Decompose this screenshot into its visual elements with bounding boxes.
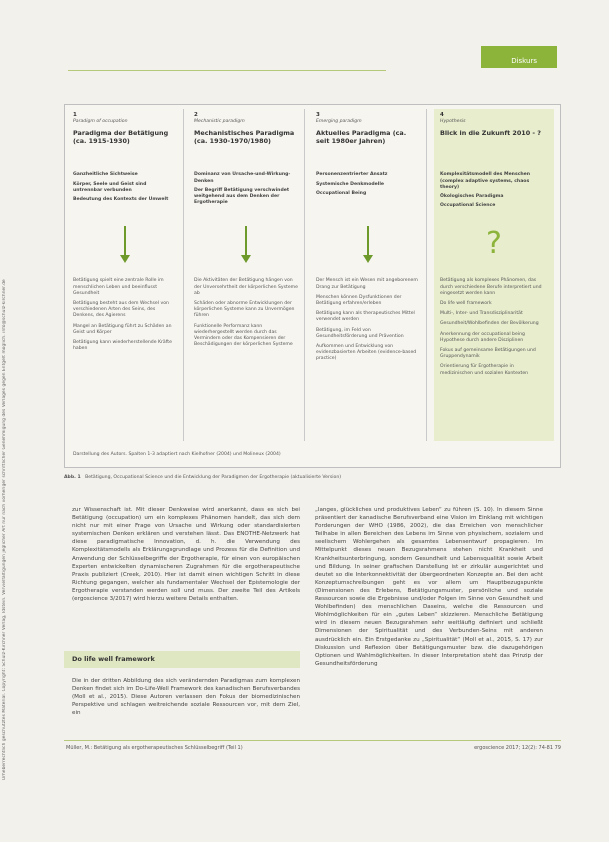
question-mark-icon: ? [486, 226, 502, 262]
keyword: Personenzentrierter Ansatz [316, 172, 388, 178]
body-left-column [72, 506, 300, 603]
column-number: 1 [73, 112, 77, 118]
column-item: Betätigung besteht aus dem Wechsel von verschiedenen Arten des Seins, des Denkens, des Agierens [73, 301, 169, 319]
column-item: Betätigung, im Feld von Gesundheitsförderung und Prävention [316, 327, 404, 339]
paradigm-figure [64, 104, 561, 468]
caption-text: Betätigung, Occupational Science und die Entwicklung der Paradigmen der Ergotherapie (aktualisierte Version) [85, 475, 342, 480]
keyword: Occupational Science [440, 203, 496, 209]
keyword: Ökologisches Paradigma [440, 194, 504, 200]
keyword: Komplexitätsmodell des Menschen (complex adaptive systems, chaos theory) [440, 172, 531, 190]
column-item: Multi-, Inter- und Transdisziplinarität [440, 311, 523, 317]
column-item: Aufkommen und Entwicklung von evidenzbasierten Arbeiten (evidence-based practice) [316, 344, 417, 362]
paradigm-column-1 [67, 109, 184, 441]
column-number: 2 [194, 112, 198, 118]
column-item: Menschen können Dysfunktionen der Betätigung erfahren/erleben [316, 294, 402, 307]
footer-rule [64, 740, 561, 741]
column-items [316, 278, 420, 362]
footer-page-info: ergoscience 2017; 12(2): 74-81 79 [474, 745, 561, 751]
column-subtitle: Mechanistic paradigm [194, 119, 245, 125]
column-item: Die Aktivitäten der Betätigung hängen von der Unversehrtheit der körperlichen Systeme ab [194, 278, 298, 296]
column-item: Betätigung kann wiederherstellende Kräfte haben [73, 340, 172, 352]
column-subtitle: Hypothesis [440, 119, 466, 125]
body-left-column-continued [72, 677, 300, 717]
body-right-column [315, 506, 543, 668]
down-arrow-icon [316, 220, 420, 278]
keyword: Der Begriff Betätigung verschwindet weitgehend aus dem Denken der Ergotherapie [194, 187, 290, 206]
footer-citation: Müller, M.: Betätigung als ergotherapeutisches Schlüsselbegriff (Teil 1) [66, 745, 243, 751]
keyword: Systemische Denkmodelle [316, 181, 385, 187]
column-items [194, 278, 298, 348]
paradigm-column-2 [188, 109, 305, 441]
column-item: Do life well framework [440, 301, 492, 307]
column-subtitle: Emerging paradigm [316, 119, 362, 125]
column-item: Betätigung spielt eine zentrale Rolle im menschlichen Leben und beeinflusst Gesundheit [73, 278, 164, 296]
keyword: Bedeutung des Kontexts der Umwelt [73, 197, 169, 203]
column-item: Betätigung kann als therapeutisches Mittel verwendet werden [316, 311, 415, 323]
figure-source: Darstellung des Autors. Spalten 1-3 adaptiert nach Kielhofner (2004) und Molineux (2004) [73, 452, 281, 457]
column-number: 4 [440, 112, 444, 118]
paradigm-column-4 [434, 109, 554, 441]
body-paragraph: Die in der dritten Abbildung des sich verändernden Paradigmas zum komplexen Denken findet sich im Do-Life-Well Framework des kanadischen Berufsverbandes (Moll et al., 2015). Diese Autoren verlassen den Fokus der biomedizinischen Perspektive und schlagen weitreichende soziale Ressourcen vor, mit dem Ziel, ein [72, 678, 300, 717]
column-items [73, 278, 177, 352]
column-item: Orientierung für Ergotherapie in medizinischen und sozialen Kontexten [440, 364, 529, 376]
column-item: Schäden oder abnorme Entwicklungen der körperlichen Systeme kann zu Unvermögen führen [194, 301, 295, 319]
header-rule [68, 70, 386, 71]
section-subheading: Do life well framework [64, 651, 300, 668]
column-title: Paradigma der Betätigung (ca. 1915-1930) [73, 129, 169, 146]
column-item: Betätigung als komplexes Phänomen, das durch verschiedene Berufe interpretiert und eingesetzt werden kann [440, 278, 542, 296]
body-paragraph: „langes, glückliches und produktives Leben“ zu führen (S. 10). In diesem Sinne präsentiert der kanadische Berufsverband eine Vision im Einklang mit wichtigen Forderungen der WHO (1986, 2002), die das Erreichen von menschlicher Teilhabe in allen Bereichen des Lebens im Sinne von physischem, sozialem und seelischem Wohlergehen als gesamtes Lebensentwurf propagieren. Im Mittelpunkt dieses neuen Bezugsrahmens stehen nicht Krankheit und Krankheitsunterbringung, sondern Gesundheit und Lebensqualität sowie Arbeit und Bildung. In seiner grafischen Darstellung ist er zirkulär ausgerichtet und deutet so die Interkonnektivität der übergeordneten Konzepte an. Bei den acht Konzeptumschreibungen geht es vor allem um Hauptbezugspunkte (Dimensionen des Erlebens, Betätigungsmuster, persönliche und soziale Ressourcen sowie die Ergebnisse und/oder Folgen im Sinne von Gesundheit und Wohlbefinden) des menschlichen Daseins, welche die Ressourcen und Wohlmöglichkeiten für ein „gutes Leben“ skizzieren. Menschliche Betätigung wird in diesem neuen Bezugsrahmen sehr weitläufig definiert und schließt Dimensionen der Spiritualität und des Verbunden-Seins mit anderen ausdrücklich ein. Ein Erstgedanke zu „Spiritualität“ (Moll et al., 2015, S. 17) zur Diskussion und Reflexion über Betätigungsmuster bzw. die dazugehörigen Optionen und Wahlmöglichkeiten. In dieser Interpretation steht das Prinzip der Gesundheitsförderung [315, 507, 543, 667]
column-items [440, 278, 548, 376]
column-number: 3 [316, 112, 320, 118]
column-keywords [316, 172, 420, 220]
column-keywords [440, 172, 548, 220]
down-arrow-icon [73, 220, 177, 278]
keyword: Dominanz von Ursache-und-Wirkung-Denken [194, 172, 291, 184]
column-title: Mechanistisches Paradigma (ca. 1930-1970/1980) [194, 129, 295, 146]
column-item: Gesundheit/Wohlbefinden der Bevölkerung [440, 321, 539, 327]
keyword: Ganzheitliche Sichtweise [73, 172, 138, 178]
column-item: Funktionelle Performanz kann wiederhergestellt werden durch das Vermindern oder das Kompensieren der Beschädigungen der körperlichen Systeme [194, 323, 293, 348]
paradigm-column-3 [310, 109, 427, 441]
copyright-sideline: Urheberrechtlich geschütztes Material. Copyright: Schulz-Kirchner Verlag, Idstein. Vervielfältigungen jeglicher Art nur nach vorheriger schriftlicher Genehmigung des Verlages gegen Entgelt möglich. info@schulz-kirchner.de [2, 279, 7, 780]
column-subtitle: Paradigm of occupation [73, 119, 128, 125]
column-keywords [73, 172, 177, 220]
column-item: Anerkennung der occupational being Hypothese durch andere Disziplinen [440, 331, 525, 343]
column-title: Aktuelles Paradigma (ca. seit 1980er Jahren) [316, 129, 407, 146]
keyword: Occupational Being [316, 190, 367, 196]
figure-caption [64, 475, 561, 480]
body-paragraph: zur Wissenschaft ist. Mit dieser Denkweise wird anerkannt, dass es sich bei Betätigung (occupation) um ein komplexes Phänomen handelt, das sich dem nicht nur mit einer Frage von Ursache und Wirkung oder standardisierten systemischen Denken erklären und verstehen lässt. Das ENOTHE-Netzwerk hat diese paradigmatische Innovation, d. h. die Verwendung des Komplexitätsmodells als Erklärungsgrundlage und Prozess für die Definition und Anwendung der Schlüsselbegriffe der Ergotherapie, für einen von europäischen Experten entwickelten dynamischeren Zugrahmen für die ergotherapeutische Praxis publiziert (Creek, 2010). Hier ist damit einen wichtigen Schritt in diese Richtung gegangen, welcher als fundamentaler Wechsel der Epistemologie der Ergotherapie verstanden werden soll und muss. Der zweite Teil des Artikels (ergoscience 3/2017) wird hierzu weitere Details enthalten. [72, 507, 300, 603]
column-item: Der Mensch ist ein Wesen mit angeborenem Drang zur Betätigung [316, 278, 418, 290]
keyword: Körper, Seele und Geist sind untrennbar verbunden [73, 181, 147, 193]
column-item: Fokus auf gemeinsame Betätigungen und Gruppendynamik [440, 348, 536, 360]
caption-label: Abb. 1 [64, 475, 81, 480]
column-keywords [194, 172, 298, 220]
column-item: Mangel an Betätigung führt zu Schäden an Geist und Körper [73, 323, 172, 335]
column-title: Blick in die Zukunft 2010 - ? [440, 129, 541, 138]
section-tab: Diskurs [481, 46, 557, 68]
down-arrow-icon [194, 220, 298, 278]
